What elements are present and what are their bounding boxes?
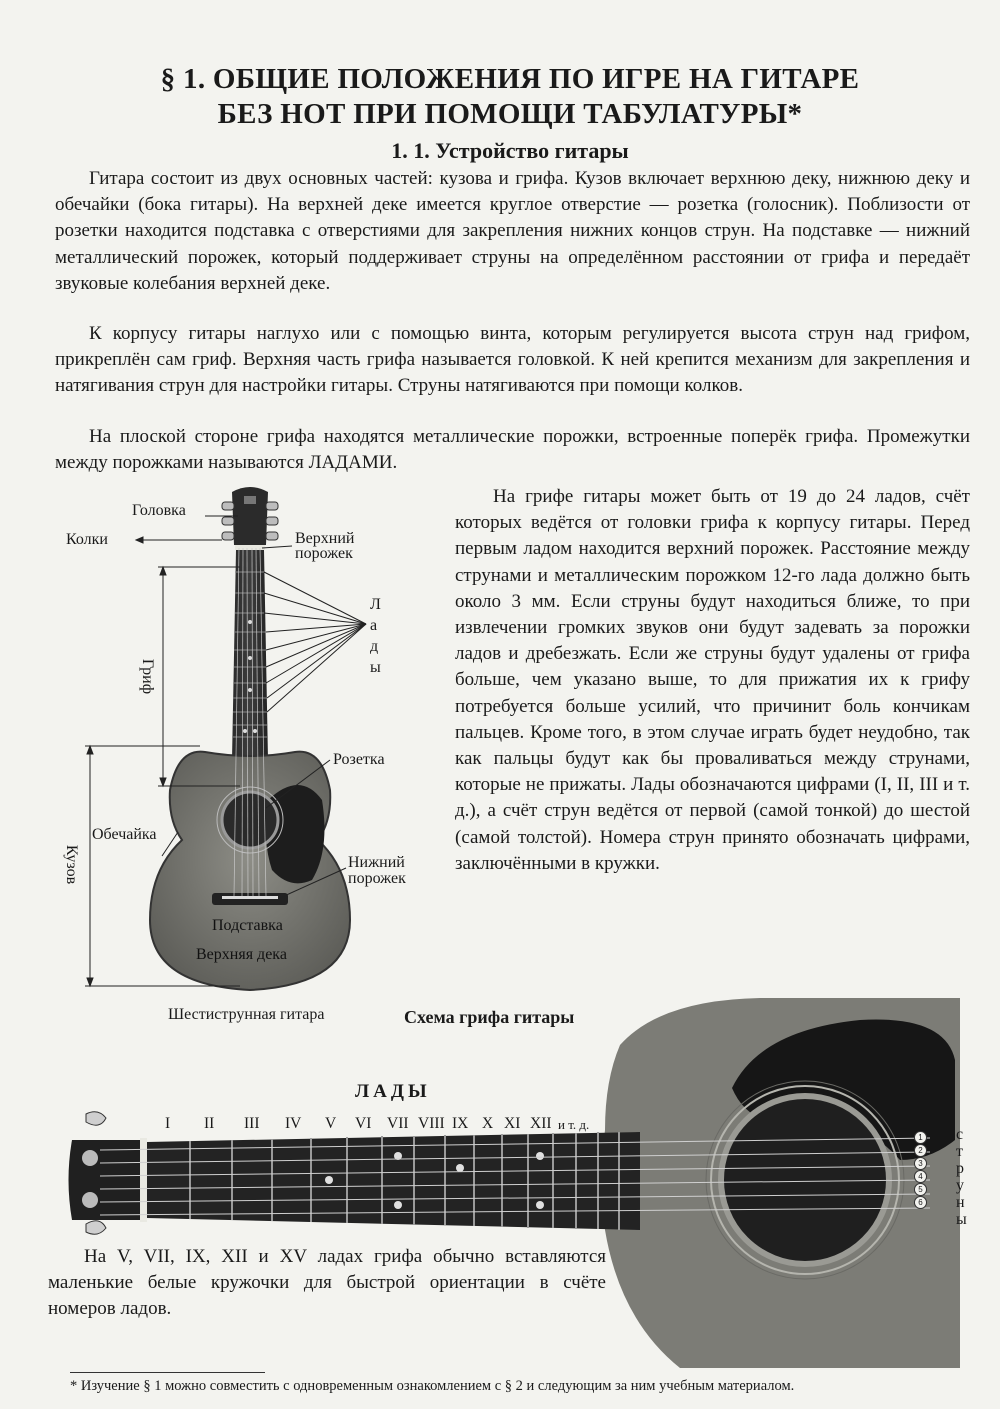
string-number-3: 3 (914, 1157, 927, 1170)
paragraph-1: Гитара состоит из двух основных частей: кузова и грифа. Кузов включает верхнюю деку, нижнюю деку и обечайки (бока гитары). На верхней деке имеется круглое отверстие — розетка (голосник). Поблизости от розетки находится подставка с отверстиями для закрепления нижних концов струн. На подставке — нижний металлический порожек, который поддерживает струны на определённом расстоянии от грифа и передаёт звуковые колебания верхней деке. (55, 168, 970, 294)
fret-numeral: XI (504, 1115, 521, 1132)
fret-numeral: IV (285, 1115, 302, 1132)
fret-numeral-etc: и т. д. (558, 1117, 590, 1132)
fret-numeral: XII (530, 1115, 552, 1132)
fret-numeral: IX (452, 1115, 469, 1132)
fret-numeral: VIII (418, 1115, 445, 1132)
guitar-illustration (150, 487, 350, 990)
subsection-title: 1. 1. Устройство гитары (391, 138, 629, 163)
strings-label-letter: т (956, 1143, 963, 1160)
label-saddle: Нижний порожек (348, 854, 406, 887)
label-tuners: Колки (66, 531, 108, 548)
fretboard-title: Схема грифа гитары (404, 1007, 575, 1027)
strings-label-letter: н (956, 1194, 965, 1211)
string-number-6: 6 (914, 1196, 927, 1209)
label-frets-letter-2: а (370, 617, 378, 634)
section-title-line-1: § 1. ОБЩИЕ ПОЛОЖЕНИЯ ПО ИГРЕ НА ГИТАРЕ (160, 63, 860, 95)
strings-label-letter: ы (956, 1211, 967, 1228)
paragraph-4: На грифе гитары может быть от 19 до 24 ладов, счёт которых ведётся от головки грифа к корпусу гитары. Перед первым ладом находится верхний порожек. Расстояние между струнами и металлическим порожком 12-го лада должно быть около 3 мм. Если струны будут находиться ближе, то при извлечении громких звуков они будут задевать за порожки ладов и дребезжать. Если же струны будут удалены от грифа больше, чем указано выше, то для прижатия их к грифу потребуется больше усилий, что причинит боль кончикам пальцев. Кроме того, в этом случае играть будет неудобно, так как пальцы будут как бы проваливаться между струнами, которые не прижаты. Лады обозначаются цифрами (I, II, III и т. д.), а счёт струн ведётся от первой (самой тонкой) до шестой (самой толстой). Номера струн принято обозначать цифрами, заключёнными в кружки. (455, 486, 970, 874)
strings-label-letter: р (956, 1160, 964, 1177)
label-headstock: Головка (132, 502, 186, 519)
fret-numeral: V (325, 1115, 337, 1132)
string-number-5: 5 (914, 1183, 927, 1196)
strings-label-letter: у (956, 1177, 964, 1194)
label-frets-letter-4: ы (370, 659, 381, 676)
footnote: * Изучение § 1 можно совместить с одновременным ознакомлением с § 2 и следующим за ним учебным материалом. (70, 1378, 795, 1394)
footnote-rule (70, 1372, 265, 1373)
string-number-2: 2 (914, 1144, 927, 1157)
section-title-line-2: БЕЗ НОТ ПРИ ПОМОЩИ ТАБУЛАТУРЫ* (217, 98, 803, 130)
strings-label-letter: с (956, 1126, 964, 1143)
label-neck: Гриф (139, 658, 157, 695)
label-bridge: Подставка (212, 917, 283, 934)
fret-numeral: X (482, 1115, 494, 1132)
fret-numeral: VII (387, 1115, 409, 1132)
frets-heading: ЛАДЫ (355, 1081, 431, 1102)
string-number-1: 1 (914, 1131, 927, 1144)
label-top: Верхняя дека (196, 946, 287, 963)
fret-numeral: I (165, 1115, 171, 1132)
label-rosette: Розетка (333, 751, 385, 768)
string-number-4: 4 (914, 1170, 927, 1183)
label-frets-letter-3: д (370, 638, 379, 655)
label-side: Обечайка (92, 826, 157, 843)
paragraph-5: На V, VII, IX, XII и XV ладах грифа обычно вставляются маленькие белые кружочки для быстрой ориентации в счёте номеров ладов. (48, 1246, 606, 1320)
paragraph-3: На плоской стороне грифа находятся металлические порожки, встроенные поперёк грифа. Промежутки между порожками называются ЛАДАМИ. (55, 426, 970, 474)
label-body: Кузов (63, 844, 81, 885)
fret-numeral: III (244, 1115, 260, 1132)
label-frets-letter-1: Л (370, 596, 381, 613)
fret-numeral: II (204, 1115, 215, 1132)
paragraph-2: К корпусу гитары наглухо или с помощью винта, которым регулируется высота струн над грифом, прикреплён сам гриф. Верхняя часть грифа называется головкой. К ней крепится механизм для закрепления и натягивания струн для настройки гитары. Струны натягиваются при помощи колков. (55, 323, 970, 397)
fret-numeral: VI (355, 1115, 372, 1132)
guitar-caption: Шестиструнная гитара (168, 1006, 325, 1023)
label-nut: Верхний порожек (295, 530, 355, 562)
